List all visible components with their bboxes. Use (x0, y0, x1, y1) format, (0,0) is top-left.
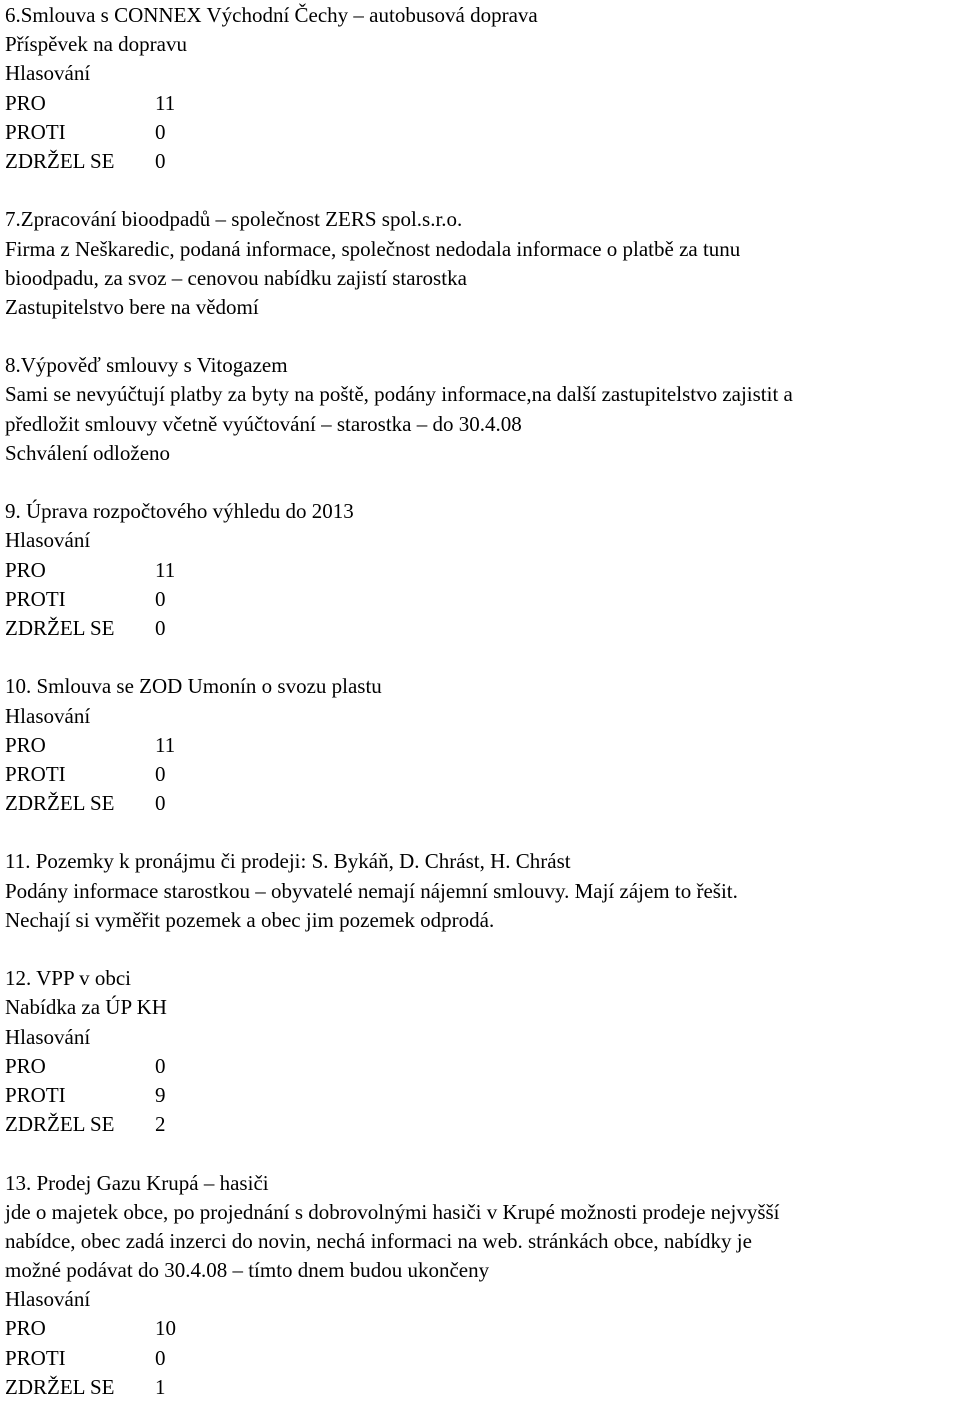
agenda-item-title: 11. Pozemky k pronájmu či prodeji: S. Bykáň, D. Chrást, H. Chrást (5, 847, 957, 876)
agenda-item-resolution: Schválení odloženo (5, 439, 957, 468)
spacer (5, 935, 957, 964)
agenda-item-13 (5, 1169, 957, 1402)
vote-row-proti (5, 118, 957, 147)
vote-row-abstain (5, 789, 957, 818)
vote-label: PRO (5, 556, 155, 585)
vote-label: ZDRŽEL SE (5, 1373, 155, 1402)
agenda-item-11 (5, 847, 957, 935)
vote-label: ZDRŽEL SE (5, 147, 155, 176)
agenda-item-text: Nabídka za ÚP KH (5, 993, 957, 1022)
vote-row-pro (5, 89, 957, 118)
vote-row-pro (5, 556, 957, 585)
vote-count: 0 (155, 614, 166, 643)
vote-label: PRO (5, 731, 155, 760)
agenda-item-text: Firma z Neškaredic, podaná informace, společnost nedodala informace o platbě za tunu (5, 235, 957, 264)
vote-count: 0 (155, 1344, 166, 1373)
vote-label: PRO (5, 89, 155, 118)
agenda-item-title: 8.Výpověď smlouvy s Vitogazem (5, 351, 957, 380)
spacer (5, 818, 957, 847)
vote-count: 0 (155, 118, 166, 147)
vote-row-abstain (5, 1373, 957, 1402)
vote-row-proti (5, 585, 957, 614)
agenda-item-text: Příspěvek na dopravu (5, 30, 957, 59)
vote-count: 11 (155, 731, 175, 760)
spacer (5, 643, 957, 672)
voting-heading: Hlasování (5, 1023, 957, 1052)
agenda-item-text: Nechají si vyměřit pozemek a obec jim pozemek odprodá. (5, 906, 957, 935)
voting-heading: Hlasování (5, 1285, 957, 1314)
vote-count: 11 (155, 556, 175, 585)
agenda-item-title: 9. Úprava rozpočtového výhledu do 2013 (5, 497, 957, 526)
agenda-item-resolution: Zastupitelstvo bere na vědomí (5, 293, 957, 322)
agenda-item-text: možné podávat do 30.4.08 – tímto dnem budou ukončeny (5, 1256, 957, 1285)
agenda-item-title: 13. Prodej Gazu Krupá – hasiči (5, 1169, 957, 1198)
agenda-item-title: 6.Smlouva s CONNEX Východní Čechy – autobusová doprava (5, 1, 957, 30)
vote-count: 0 (155, 585, 166, 614)
vote-label: ZDRŽEL SE (5, 789, 155, 818)
spacer (5, 322, 957, 351)
vote-count: 0 (155, 1052, 166, 1081)
vote-row-abstain (5, 147, 957, 176)
agenda-item-text: Sami se nevyúčtují platby za byty na poště, podány informace,na další zastupitelstvo zajistit a (5, 380, 957, 409)
vote-label: PROTI (5, 118, 155, 147)
vote-count: 11 (155, 89, 175, 118)
vote-label: PRO (5, 1314, 155, 1343)
document-body (5, 1, 957, 1402)
vote-label: PROTI (5, 585, 155, 614)
vote-row-abstain (5, 614, 957, 643)
vote-row-proti (5, 1344, 957, 1373)
vote-label: ZDRŽEL SE (5, 1110, 155, 1139)
spacer (5, 1139, 957, 1168)
agenda-item-text: Podány informace starostkou – obyvatelé nemají nájemní smlouvy. Mají zájem to řešit. (5, 877, 957, 906)
vote-count: 0 (155, 789, 166, 818)
vote-row-abstain (5, 1110, 957, 1139)
agenda-item-text: jde o majetek obce, po projednání s dobrovolnými hasiči v Krupé možnosti prodeje nejvyšší (5, 1198, 957, 1227)
vote-label: PROTI (5, 760, 155, 789)
vote-label: PROTI (5, 1344, 155, 1373)
vote-row-proti (5, 1081, 957, 1110)
agenda-item-title: 12. VPP v obci (5, 964, 957, 993)
vote-label: ZDRŽEL SE (5, 614, 155, 643)
agenda-item-text: předložit smlouvy včetně vyúčtování – starostka – do 30.4.08 (5, 410, 957, 439)
vote-row-pro (5, 731, 957, 760)
agenda-item-9 (5, 497, 957, 643)
vote-row-pro (5, 1052, 957, 1081)
agenda-item-title: 10. Smlouva se ZOD Umonín o svozu plastu (5, 672, 957, 701)
vote-row-proti (5, 760, 957, 789)
vote-label: PRO (5, 1052, 155, 1081)
vote-count: 0 (155, 760, 166, 789)
vote-count: 0 (155, 147, 166, 176)
spacer (5, 176, 957, 205)
spacer (5, 468, 957, 497)
agenda-item-text: nabídce, obec zadá inzerci do novin, nechá informaci na web. stránkách obce, nabídky je (5, 1227, 957, 1256)
agenda-item-8 (5, 351, 957, 468)
vote-count: 2 (155, 1110, 166, 1139)
voting-heading: Hlasování (5, 59, 957, 88)
vote-row-pro (5, 1314, 957, 1343)
voting-heading: Hlasování (5, 526, 957, 555)
agenda-item-12 (5, 964, 957, 1139)
agenda-item-6 (5, 1, 957, 176)
agenda-item-7 (5, 205, 957, 322)
voting-heading: Hlasování (5, 702, 957, 731)
agenda-item-10 (5, 672, 957, 818)
vote-count: 9 (155, 1081, 166, 1110)
vote-count: 10 (155, 1314, 176, 1343)
vote-count: 1 (155, 1373, 166, 1402)
vote-label: PROTI (5, 1081, 155, 1110)
agenda-item-title: 7.Zpracování bioodpadů – společnost ZERS spol.s.r.o. (5, 205, 957, 234)
agenda-item-text: bioodpadu, za svoz – cenovou nabídku zajistí starostka (5, 264, 957, 293)
